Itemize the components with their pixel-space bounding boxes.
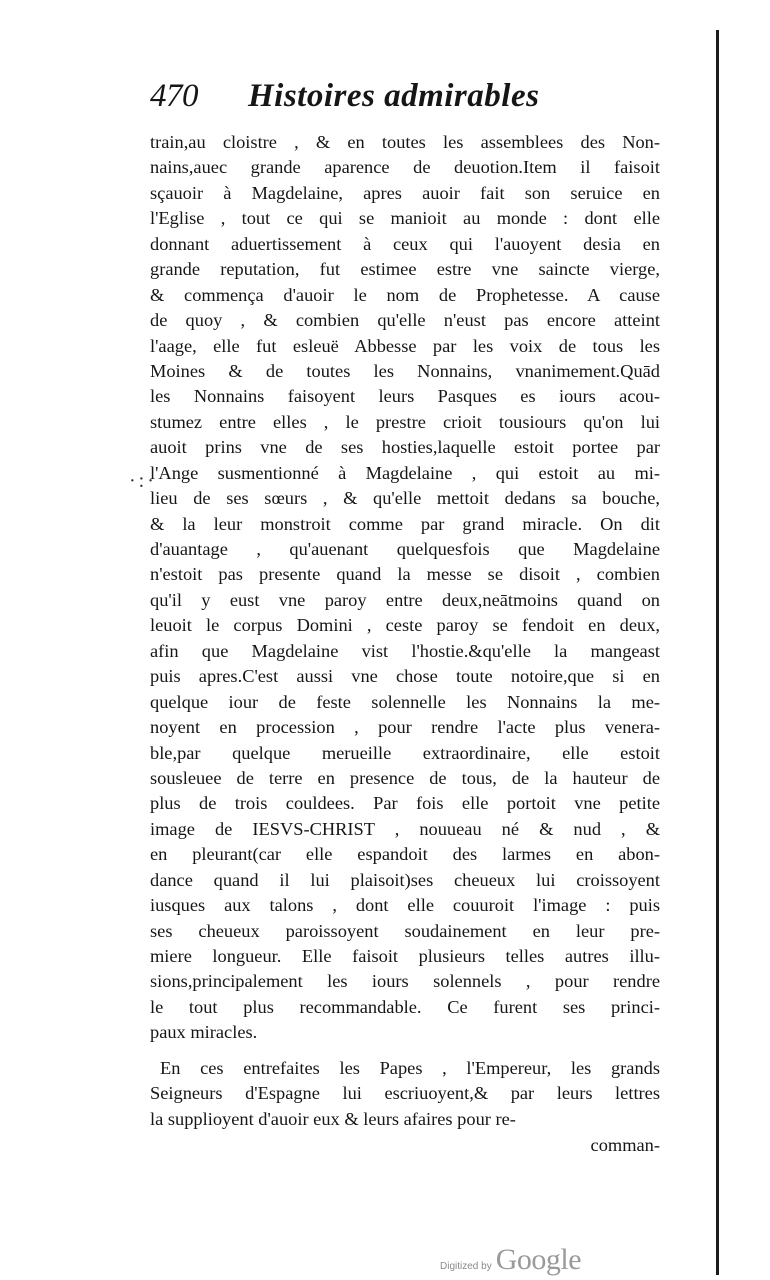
text-line: iusques aux talons , dont elle couuroit l'image : puis: [150, 895, 660, 916]
text-line: qu'il y eust vne paroy entre deux,neātmoins quand on: [150, 589, 660, 610]
text-line: sousleuee de terre en presence de tous, de la hauteur de: [150, 767, 660, 788]
text-line: donnant aduertissement à ceux qui l'auoyent desia en: [150, 233, 660, 254]
text-line: grande reputation, fut estimee estre vne saincte vierge,: [150, 259, 660, 280]
text-line: leuoit le corpus Domini , ceste paroy se fendoit en deux,: [150, 615, 660, 636]
margin-mark: ·:·: [129, 470, 157, 492]
google-logo: Google: [495, 1243, 582, 1276]
text-line: afin que Magdelaine vist l'hostie.&qu'elle la mangeast: [150, 640, 660, 661]
text-line: dance quand il lui plaisoit)ses cheueux lui croissoyent: [150, 869, 660, 890]
text-line: & commença d'auoir le nom de Prophetesse. A cause: [150, 284, 660, 305]
text-line: la supplioyent d'auoir eux & leurs afaires pour re-: [150, 1108, 516, 1129]
text-line: Seigneurs d'Espagne lui escriuoyent,& par leurs lettres: [150, 1083, 660, 1104]
text-line: nains,auec grande aparence de deuotion.Item il faisoit: [150, 157, 660, 178]
text-line: quelque iour de feste solennelle les Nonnains la me-: [150, 691, 660, 712]
text-line: miere longueur. Elle faisoit plusieurs telles autres illu-: [150, 946, 660, 966]
paragraph-1: [150, 130, 660, 1046]
book-page: [150, 78, 660, 1158]
text-line: l'Ange susmentionné à Magdelaine , qui estoit au mi-: [150, 462, 660, 483]
paragraph-gap: [150, 1046, 660, 1056]
text-line: Moines & de toutes les Nonnains, vnanimement.Quād: [150, 360, 660, 381]
text-line: sions,principalement les iours solennels , pour rendre: [150, 971, 660, 992]
catchword: comman-: [590, 1135, 660, 1156]
paragraph-2: [150, 1056, 660, 1132]
text-line: l'Eglise , tout ce qui se manioit au monde : dont elle: [150, 208, 660, 229]
text-line: En ces entrefaites les Papes , l'Empereur, les grands: [160, 1057, 660, 1078]
text-line: image de IESVS-CHRIST , nouueau né & nud , &: [150, 818, 660, 839]
digitization-watermark: [440, 1243, 581, 1277]
text-line: lieu de ses sœurs , & qu'elle mettoit dedans sa bouche,: [150, 488, 660, 509]
page-edge-rule: [716, 30, 719, 1275]
text-line: noyent en procession , pour rendre l'acte plus venera-: [150, 717, 660, 738]
watermark-prefix: Digitized by: [440, 1261, 492, 1272]
page-header: [150, 78, 660, 130]
text-line: plus de trois couldees. Par fois elle portoit vne petite: [150, 793, 660, 814]
text-line: paux miracles.: [150, 1022, 258, 1043]
text-line: ble,par quelque merueille extraordinaire, elle estoit: [150, 742, 660, 763]
text-line: stumez entre elles , le prestre crioit tousiours qu'on lui: [150, 411, 660, 432]
text-line: les Nonnains faisoyent leurs Pasques es iours acou-: [150, 386, 660, 407]
text-line: auoit prins vne de ses hosties,laquelle estoit portee par: [150, 437, 660, 458]
text-line: de quoy , & combien qu'elle n'eust pas encore atteint: [150, 310, 660, 331]
text-line: le tout plus recommandable. Ce furent ses princi-: [150, 996, 660, 1017]
text-line: train,au cloistre , & en toutes les assemblees des Non-: [150, 132, 660, 152]
page-body: [150, 130, 660, 1158]
text-line: sçauoir à Magdelaine, apres auoir fait son seruice en: [150, 182, 660, 203]
text-line: ses cheueux paroissoyent soudainement en leur pre-: [150, 920, 660, 941]
text-line: & la leur monstroit comme par grand miracle. On dit: [150, 513, 660, 534]
text-line: l'aage, elle fut esleuë Abbesse par les voix de tous les: [150, 335, 660, 356]
page-number: 470: [150, 78, 198, 114]
text-line: d'auantage , qu'auenant quelquesfois que Magdelaine: [150, 539, 660, 559]
running-title: Histoires admirables: [248, 78, 540, 114]
text-line: en pleurant(car elle espandoit des larmes en abon-: [150, 844, 660, 865]
text-line: puis apres.C'est aussi vne chose toute notoire,que si en: [150, 666, 660, 687]
text-line: n'estoit pas presente quand la messe se disoit , combien: [150, 564, 660, 585]
